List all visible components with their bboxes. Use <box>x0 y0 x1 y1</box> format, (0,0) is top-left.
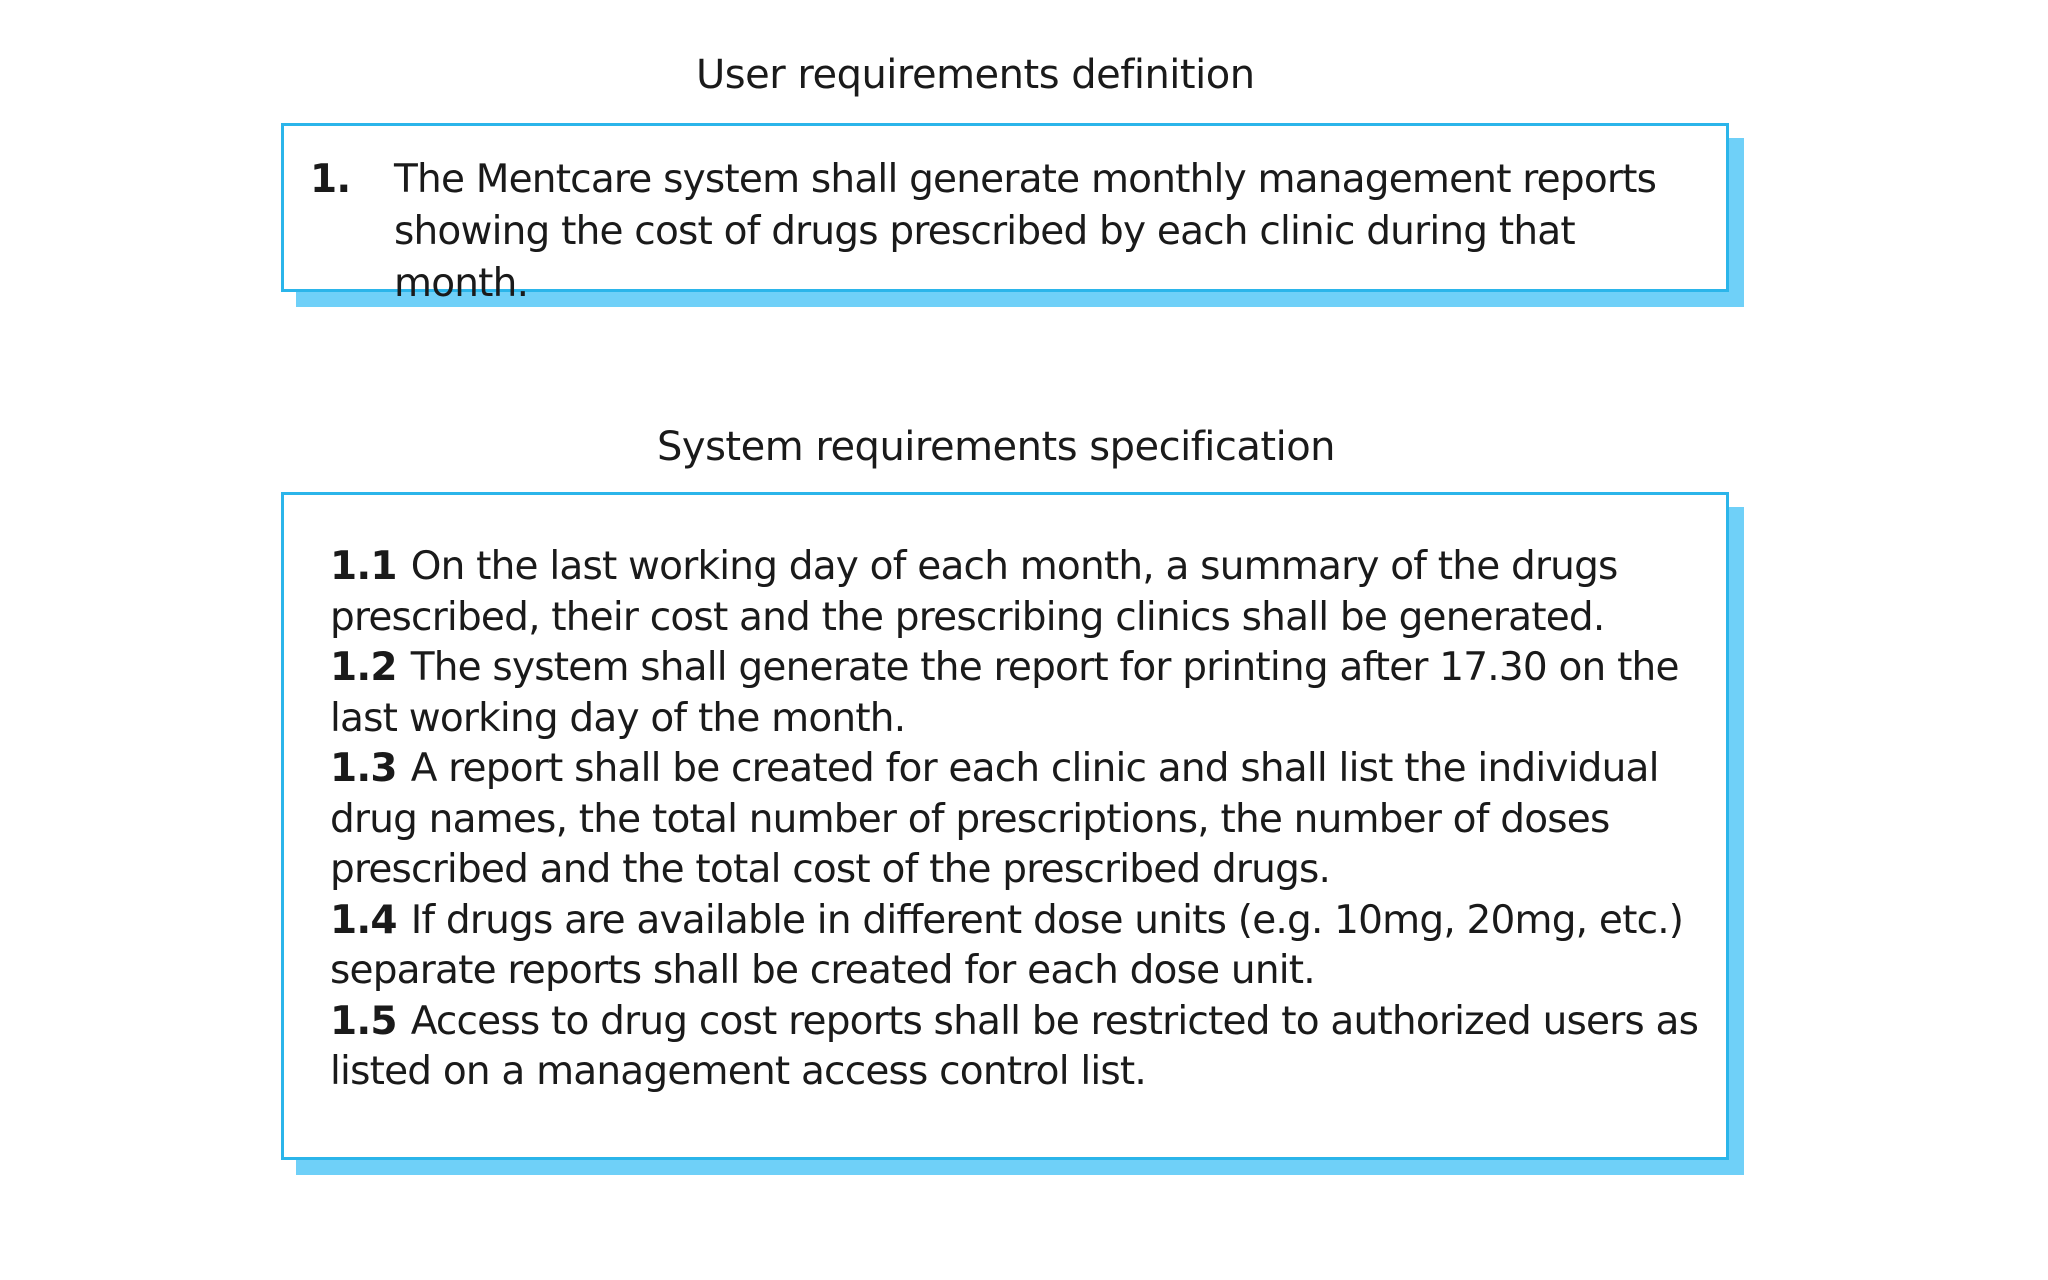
system-requirement-text: A report shall be created for each clinic and shall list the individual drug names, the total number of prescriptions, the number of doses prescribed and the total cost of the prescribed drugs. <box>330 746 1659 892</box>
user-requirement-text: The Mentcare system shall generate monthly management reports showing the cost of drugs prescribed by each clinic during that month. <box>394 157 1657 306</box>
system-requirements-title: System requirements specification <box>657 424 1336 470</box>
system-requirement-number: 1.3 <box>330 746 397 791</box>
system-requirement-text: Access to drug cost reports shall be restricted to authorized users as listed on a management access control list. <box>330 998 1699 1094</box>
system-requirement-1-5 <box>330 997 1710 1098</box>
system-requirement-1-1 <box>330 542 1710 643</box>
user-requirements-box <box>281 123 1729 306</box>
system-requirement-number: 1.5 <box>330 998 397 1044</box>
system-requirement-number: 1.4 <box>330 897 397 943</box>
system-requirement-number: 1.1 <box>330 544 397 589</box>
system-requirements-box <box>281 492 1729 1160</box>
system-requirement-1-3 <box>330 744 1710 896</box>
user-requirement-item <box>310 154 1710 310</box>
system-requirement-text: On the last working day of each month, a summary of the drugs prescribed, their cost and the prescribing clinics shall be generated. <box>330 544 1618 640</box>
system-requirement-number: 1.2 <box>330 645 397 690</box>
system-requirement-text: If drugs are available in different dose units (e.g. 10mg, 20mg, etc.) separate reports shall be created for each dose unit. <box>330 897 1684 993</box>
system-requirement-1-4 <box>330 896 1710 997</box>
system-requirement-1-2 <box>330 643 1710 744</box>
system-requirement-text: The system shall generate the report for printing after 17.30 on the last working day of the month. <box>330 645 1679 741</box>
user-requirement-number: 1. <box>310 157 351 202</box>
system-requirements-list <box>330 542 1710 1098</box>
user-requirements-title: User requirements definition <box>696 52 1255 98</box>
